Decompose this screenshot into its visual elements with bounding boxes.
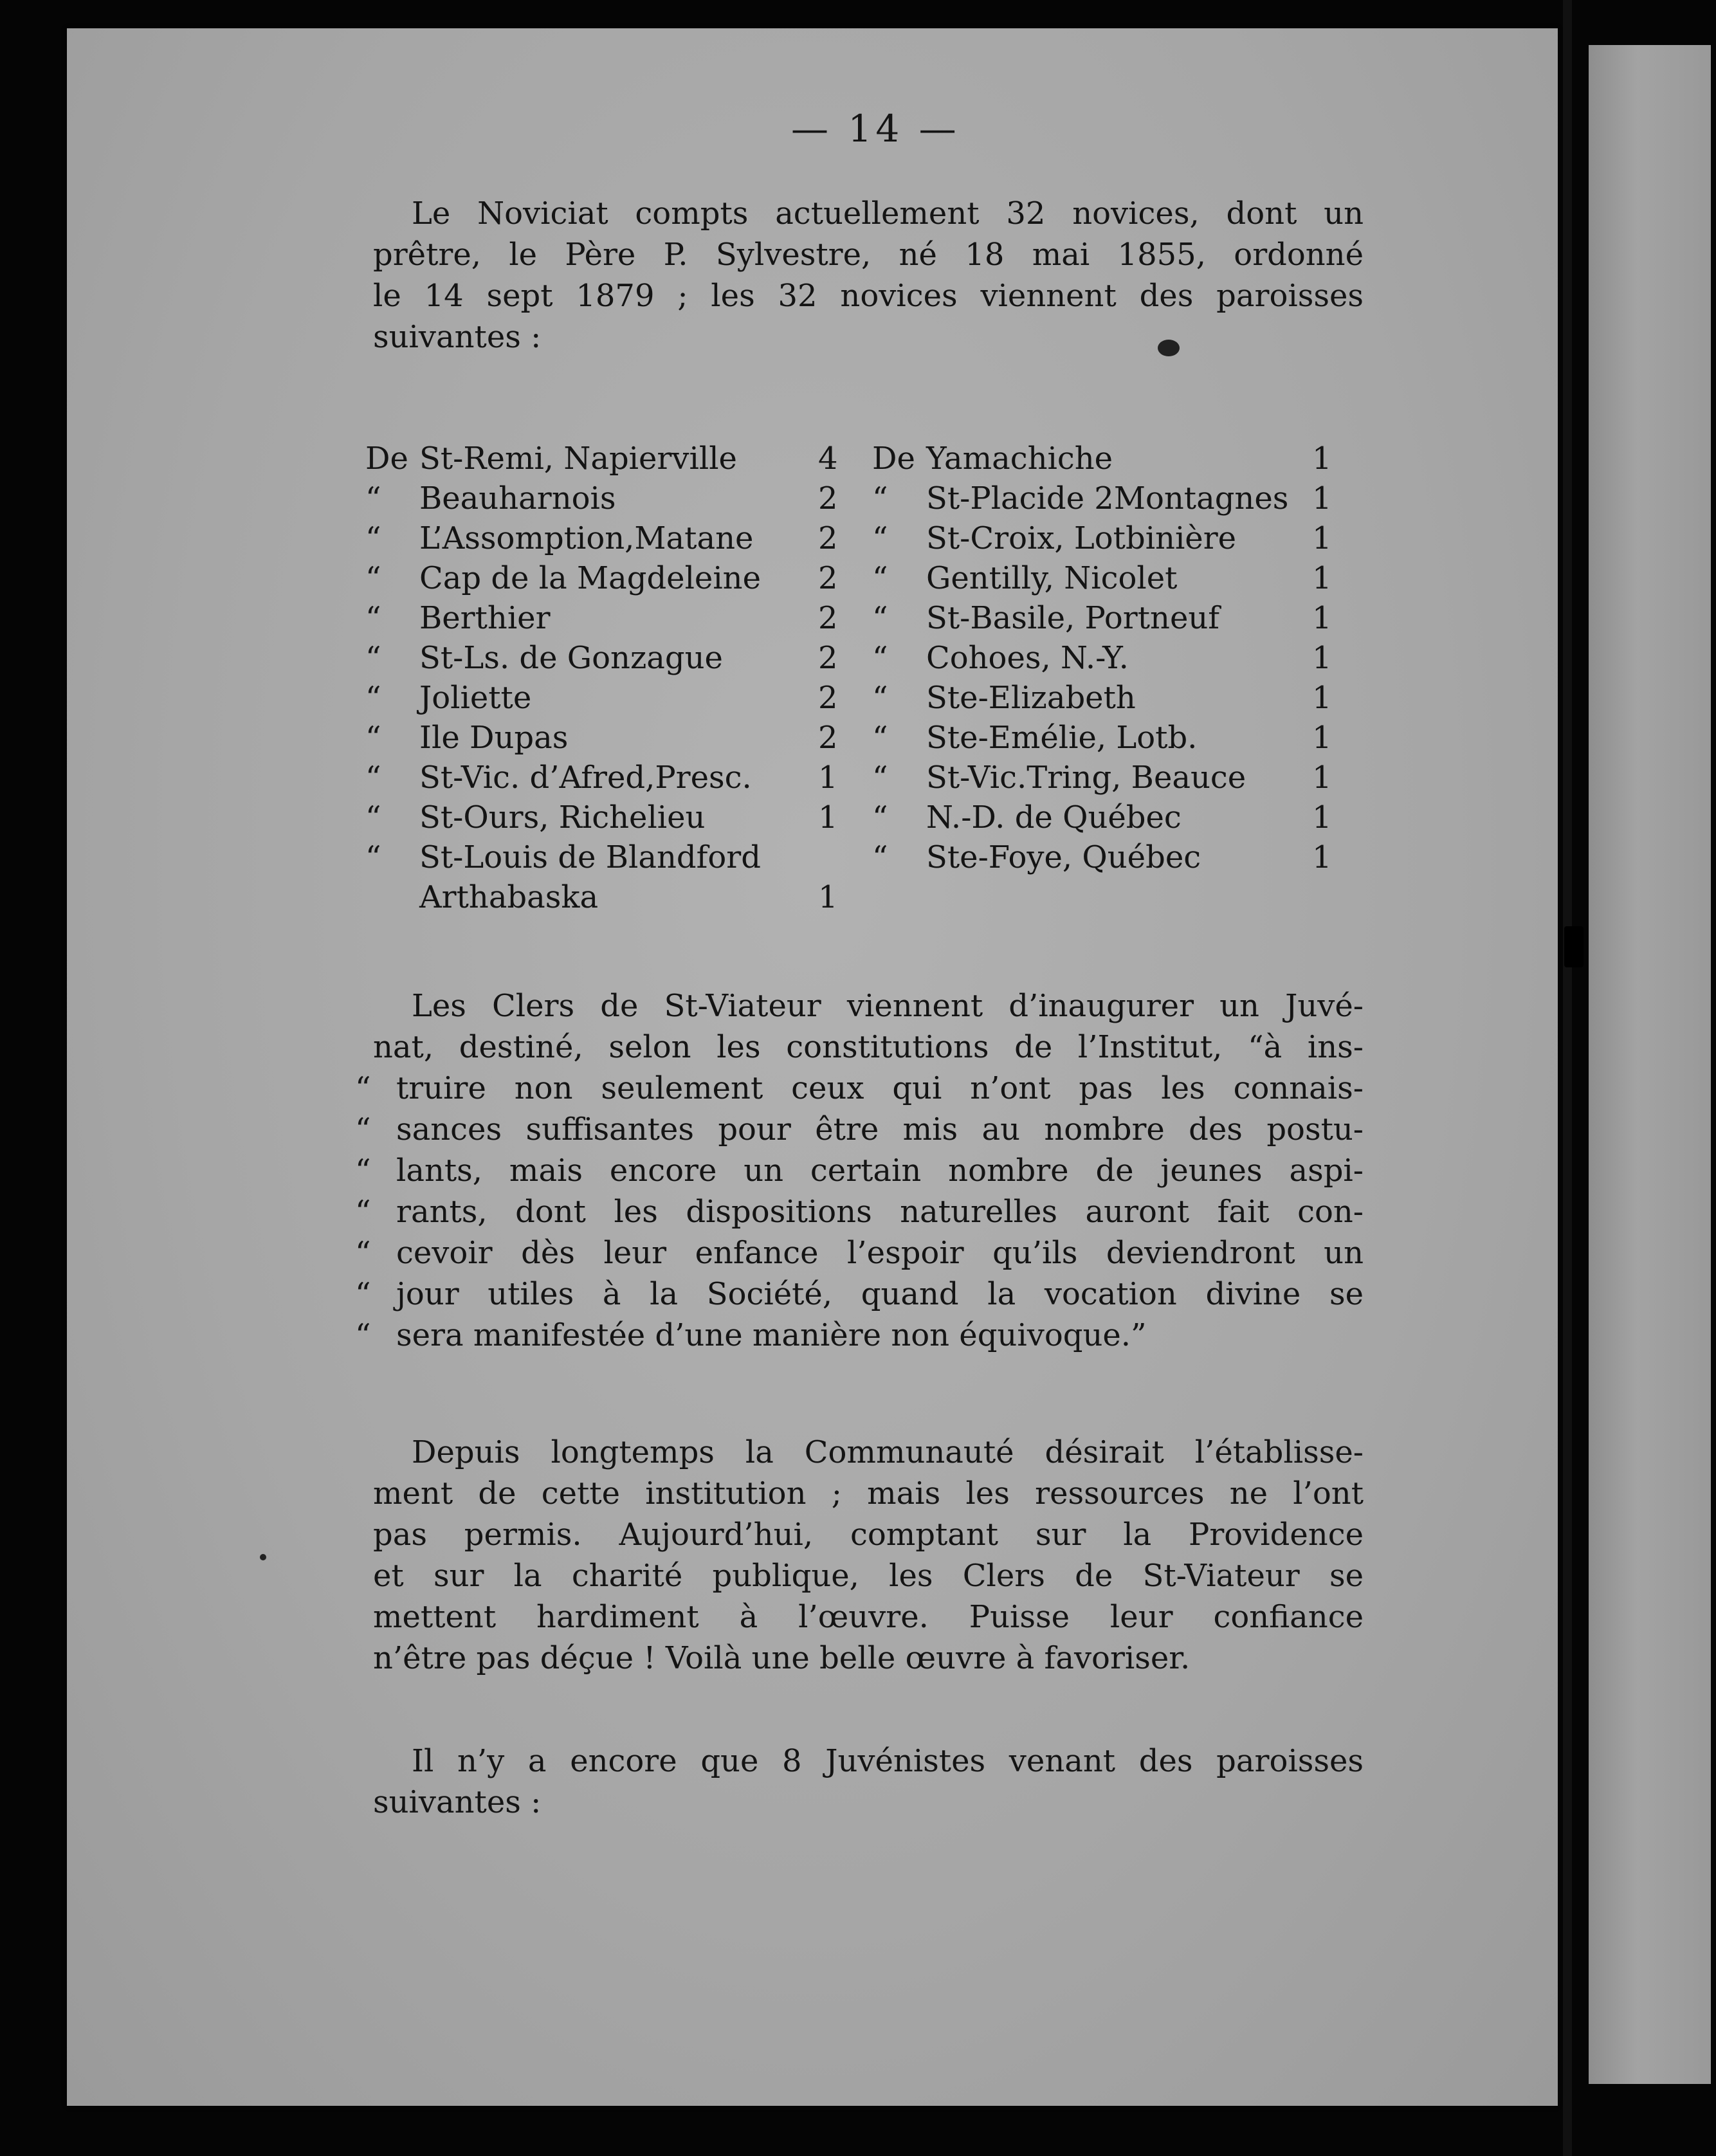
- text-line: Le Noviciat compts actuellement 32 novices, dont un: [412, 196, 1364, 232]
- parish-count: 1: [1312, 680, 1332, 716]
- parish-count: 1: [1312, 839, 1332, 875]
- quoted-line: [355, 1232, 1364, 1274]
- parish-prefix: “: [365, 720, 381, 756]
- parish-count: 4: [818, 441, 838, 477]
- paragraph-juvenat: [355, 985, 1364, 1356]
- parish-name: Ste-Emélie, Lotb.: [926, 720, 1198, 756]
- text-line: ment de cette institution ; mais les ressources ne l’ont: [373, 1475, 1364, 1512]
- text-line: suivantes :: [373, 319, 542, 355]
- parish-count: 1: [818, 799, 838, 836]
- parish-count: 1: [1312, 520, 1332, 556]
- parish-count: 1: [818, 760, 838, 796]
- parish-row: [365, 837, 1338, 877]
- parish-prefix: “: [872, 839, 888, 875]
- parish-prefix: “: [872, 799, 888, 836]
- parish-prefix: “: [365, 640, 381, 676]
- quoted-line: [355, 1109, 1364, 1150]
- parish-prefix: “: [872, 480, 888, 516]
- parish-name: Joliette: [419, 680, 532, 716]
- quote-mark: “: [355, 1276, 371, 1312]
- quote-mark: “: [355, 1153, 371, 1189]
- text: truire non seulement ceux qui n’ont pas les connais-: [396, 1070, 1364, 1106]
- parish-count: 2: [818, 680, 838, 716]
- parish-name: St-Vic. d’Afred,Presc.: [419, 760, 752, 796]
- parish-prefix: De: [365, 441, 408, 477]
- parish-count: 2: [818, 520, 838, 556]
- parish-count: [818, 837, 872, 877]
- parish-prefix: “: [365, 600, 381, 636]
- parish-prefix: “: [872, 600, 888, 636]
- text: lants, mais encore un certain nombre de jeunes aspi-: [396, 1153, 1364, 1189]
- parish-prefix: “: [365, 520, 381, 556]
- facing-page-edge: [1589, 45, 1711, 2084]
- paragraph-juvenistes: [373, 1740, 1364, 1823]
- parish-name: Ste-Foye, Québec: [926, 839, 1201, 875]
- parish-name: Arthabaska: [419, 879, 599, 915]
- parish-name: [926, 877, 1312, 917]
- text: sera manifestée d’une manière non équivoque.”: [396, 1317, 1147, 1353]
- parish-prefix: “: [872, 760, 888, 796]
- parish-count: 1: [1312, 799, 1332, 836]
- quote-mark: “: [355, 1111, 371, 1147]
- parish-prefix: [872, 877, 926, 917]
- parish-list: [365, 439, 1338, 917]
- parish-count: 2: [818, 600, 838, 636]
- quoted-line: [355, 1274, 1364, 1315]
- parish-name: St-Basile, Portneuf: [926, 600, 1220, 636]
- text-line: nat, destiné, selon les constitutions de l’Institut, “à ins-: [373, 1029, 1364, 1065]
- parish-name: Cohoes, N.-Y.: [926, 640, 1129, 676]
- parish-name: L’Assomption,Matane: [419, 520, 754, 556]
- parish-count: [1312, 877, 1338, 917]
- parish-row: [365, 877, 1338, 917]
- parish-name: St-Ours, Richelieu: [419, 799, 706, 836]
- parish-row: [365, 518, 1338, 558]
- parish-count: 1: [1312, 560, 1332, 596]
- parish-name: Yamachiche: [926, 441, 1113, 477]
- parish-prefix: “: [872, 560, 888, 596]
- parish-count: 1: [1312, 760, 1332, 796]
- text-line: le 14 sept 1879 ; les 32 novices viennent des paroisses: [373, 278, 1364, 314]
- parish-name: N.-D. de Québec: [926, 799, 1182, 836]
- parish-name: St-Vic.Tring, Beauce: [926, 760, 1246, 796]
- parish-prefix: “: [365, 480, 381, 516]
- parish-name: Gentilly, Nicolet: [926, 560, 1178, 596]
- quote-mark: “: [355, 1235, 371, 1271]
- parish-prefix: “: [872, 680, 888, 716]
- parish-prefix: “: [365, 760, 381, 796]
- text-line: suivantes :: [373, 1784, 542, 1820]
- parish-name: Cap de la Magdeleine: [419, 560, 761, 596]
- parish-count: 1: [818, 879, 838, 915]
- parish-row: [365, 638, 1338, 678]
- parish-prefix: “: [365, 560, 381, 596]
- text: rants, dont les dispositions naturelles auront fait con-: [396, 1194, 1364, 1230]
- parish-count: 1: [1312, 720, 1332, 756]
- parish-name: St-Placide 2Montagnes: [926, 480, 1289, 516]
- parish-prefix: “: [872, 640, 888, 676]
- text-line: pas permis. Aujourd’hui, comptant sur la Providence: [373, 1517, 1364, 1553]
- parish-row: [365, 598, 1338, 638]
- parish-count: 2: [818, 640, 838, 676]
- parish-row: [365, 758, 1338, 798]
- parish-count: 1: [1312, 441, 1332, 477]
- parish-count: 1: [1312, 600, 1332, 636]
- text-line: mettent hardiment à l’œuvre. Puisse leur confiance: [373, 1599, 1364, 1635]
- quoted-line: [355, 1191, 1364, 1232]
- parish-prefix: “: [872, 720, 888, 756]
- text-line: prêtre, le Père P. Sylvestre, né 18 mai 1855, ordonné: [373, 237, 1364, 273]
- quoted-line: [355, 1150, 1364, 1191]
- parish-row: [365, 718, 1338, 758]
- text: sances suffisantes pour être mis au nombre des postu-: [396, 1111, 1364, 1147]
- text-line: n’être pas déçue ! Voilà une belle œuvre à favoriser.: [373, 1640, 1191, 1676]
- parish-count: 2: [818, 560, 838, 596]
- text-line: et sur la charité publique, les Clers de St-Viateur se: [373, 1558, 1364, 1594]
- parish-prefix: “: [365, 680, 381, 716]
- parish-row: [365, 479, 1338, 518]
- parish-prefix: “: [365, 839, 381, 875]
- paragraph-communaute: [373, 1432, 1364, 1679]
- quote-mark: “: [355, 1070, 371, 1106]
- text-line: Les Clers de St-Viateur viennent d’inaugurer un Juvé-: [412, 988, 1364, 1024]
- parish-prefix: De: [872, 441, 915, 477]
- parish-prefix: “: [872, 520, 888, 556]
- parish-row: [365, 558, 1338, 598]
- book-spine: [1563, 0, 1572, 2156]
- parish-name: Berthier: [419, 600, 551, 636]
- binding-clip: [1564, 926, 1584, 967]
- page-number: — 14 —: [791, 107, 960, 151]
- text-line: Il n’y a encore que 8 Juvénistes venant des paroisses: [412, 1743, 1364, 1779]
- parish-name: Ste-Elizabeth: [926, 680, 1136, 716]
- parish-name: St-Louis de Blandford: [419, 839, 761, 875]
- paragraph-noviciat: [373, 193, 1364, 358]
- parish-name: St-Croix, Lotbinière: [926, 520, 1237, 556]
- parish-prefix: “: [365, 799, 381, 836]
- parish-row: [365, 678, 1338, 718]
- parish-count: 2: [818, 720, 838, 756]
- parish-count: 2: [818, 480, 838, 516]
- parish-count: 1: [1312, 480, 1332, 516]
- parish-count: 1: [1312, 640, 1332, 676]
- ink-speck: [260, 1554, 266, 1560]
- quoted-line: [355, 1068, 1364, 1109]
- text: jour utiles à la Société, quand la vocation divine se: [396, 1276, 1364, 1312]
- quote-mark: “: [355, 1317, 371, 1353]
- parish-row: [365, 439, 1338, 479]
- parish-row: [365, 798, 1338, 837]
- parish-name: Beauharnois: [419, 480, 616, 516]
- text-line: Depuis longtemps la Communauté désirait l’établisse-: [412, 1434, 1364, 1470]
- parish-prefix: [365, 877, 419, 917]
- parish-name: St-Remi, Napierville: [419, 441, 737, 477]
- quote-mark: “: [355, 1194, 371, 1230]
- ink-speck: [1158, 340, 1180, 356]
- text: cevoir dès leur enfance l’espoir qu’ils deviendront un: [396, 1235, 1364, 1271]
- parish-name: St-Ls. de Gonzague: [419, 640, 723, 676]
- parish-name: Ile Dupas: [419, 720, 569, 756]
- quoted-line: [355, 1315, 1364, 1356]
